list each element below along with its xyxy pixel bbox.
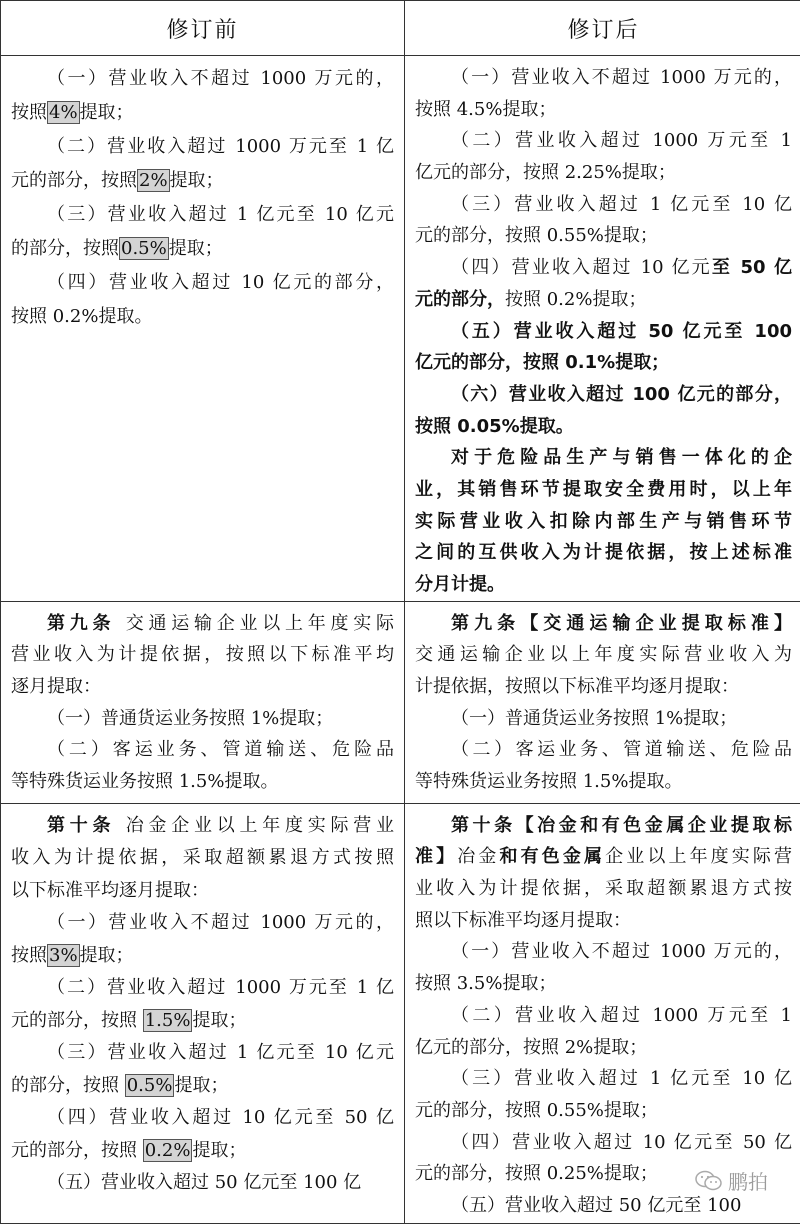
table-row xyxy=(1,601,800,803)
wechat-icon xyxy=(694,1169,724,1193)
text-line xyxy=(11,1005,394,1038)
watermark xyxy=(694,1166,768,1195)
bold-text: （六）营业收入超过 100 亿元的部分， xyxy=(451,384,792,405)
text-segment: 按照 xyxy=(11,945,47,966)
bold-text: 第九条【交通运输企业提取标准】 xyxy=(451,613,792,634)
text-line xyxy=(415,1063,792,1095)
text-line xyxy=(11,1135,394,1168)
text-segment: 元的部分，按照 xyxy=(11,1010,143,1031)
bold-text: 业，其销售环节提取安全费用时，以上年 xyxy=(415,479,792,500)
watermark-text: 鹏拍 xyxy=(728,1166,768,1195)
text-segment: 的部分，按照 xyxy=(11,1075,125,1096)
highlighted-rate: 1.5% xyxy=(143,1009,193,1032)
text-line xyxy=(415,608,792,640)
text-segment: 元的部分，按照 xyxy=(11,1140,143,1161)
text-line xyxy=(415,766,792,798)
text-segment: 提取； xyxy=(169,238,223,259)
text-line xyxy=(11,703,394,735)
text-segment: 亿元的部分，按照 2%提取； xyxy=(415,1037,647,1058)
text-line xyxy=(415,639,792,671)
text-line xyxy=(415,671,792,703)
text-line xyxy=(415,537,792,569)
bold-text: 第九条 xyxy=(47,613,115,634)
text-line xyxy=(11,232,394,266)
text-line xyxy=(415,569,792,601)
text-segment: （三）营业收入超过 1 亿元至 10 亿 xyxy=(451,1068,792,1089)
text-line xyxy=(11,164,394,198)
cell-before xyxy=(1,803,405,1223)
bold-text: 第十条【冶金和有色金属企业提取标 xyxy=(451,815,792,836)
text-segment: 按照 0.2%提取。 xyxy=(11,306,152,327)
text-segment: （二）客运业务、管道输送、危险品 xyxy=(47,739,394,760)
text-segment: 提取； xyxy=(174,1075,228,1096)
text-line xyxy=(11,875,394,908)
bold-text: 之间的互供收入为计提依据，按上述标准 xyxy=(415,542,792,563)
text-segment: （二）营业收入超过 1000 万元至 1 xyxy=(451,130,792,151)
text-segment: （二）营业收入超过 1000 万元至 1 xyxy=(451,1005,792,1026)
text-line xyxy=(415,506,792,538)
bold-text: 按照 0.05%提取。 xyxy=(415,416,574,437)
text-line xyxy=(415,873,792,905)
text-segment: 按照 3.5%提取； xyxy=(415,973,556,994)
cell-after xyxy=(405,56,800,602)
text-segment: 等特殊货运业务按照 1.5%提取。 xyxy=(11,771,278,792)
highlighted-rate: 0.5% xyxy=(119,237,169,260)
text-segment: 按照 4.5%提取； xyxy=(415,99,556,120)
text-line xyxy=(11,734,394,766)
header-before: 修订前 xyxy=(1,1,405,56)
text-segment: 交通运输企业以上年度实际 xyxy=(115,613,394,634)
text-line xyxy=(11,972,394,1005)
bold-text: 元的部分， xyxy=(415,289,505,310)
text-line xyxy=(415,810,792,842)
bold-text: 实际营业收入扣除内部生产与销售环节 xyxy=(415,511,792,532)
table-row xyxy=(1,56,800,602)
text-segment: （三）营业收入超过 1 亿元至 10 亿元 xyxy=(47,1042,394,1063)
bold-text: 至 50 亿 xyxy=(712,257,792,278)
bold-text: 对于危险品生产与销售一体化的企 xyxy=(451,447,792,468)
text-line xyxy=(11,766,394,798)
text-line xyxy=(11,671,394,703)
text-line xyxy=(415,905,792,937)
highlighted-rate: 3% xyxy=(47,944,80,967)
header-after: 修订后 xyxy=(405,1,800,56)
text-line xyxy=(415,94,792,126)
text-segment: （二）营业收入超过 1000 万元至 1 亿 xyxy=(47,977,394,998)
text-segment: 冶金 xyxy=(457,846,499,867)
text-line xyxy=(415,968,792,1000)
text-segment: （三）营业收入超过 1 亿元至 10 亿元 xyxy=(47,204,394,225)
text-line xyxy=(11,62,394,96)
bold-text: 第十条 xyxy=(47,815,115,836)
text-line xyxy=(415,379,792,411)
text-segment: 营业收入为计提依据，按照以下标准平均 xyxy=(11,644,394,665)
text-segment: 的部分，按照 xyxy=(11,238,119,259)
text-segment: 照以下标准平均逐月提取： xyxy=(415,910,631,931)
text-line xyxy=(415,474,792,506)
text-segment: 提取； xyxy=(170,170,224,191)
text-line xyxy=(11,1070,394,1103)
cell-before xyxy=(1,601,405,803)
text-segment: 企业以上年度实际营 xyxy=(605,846,792,867)
text-line xyxy=(11,266,394,300)
header-row xyxy=(1,1,800,56)
cell-before xyxy=(1,56,405,602)
text-line xyxy=(11,907,394,940)
text-segment: 提取； xyxy=(192,1140,246,1161)
highlighted-rate: 0.2% xyxy=(143,1139,193,1162)
text-line xyxy=(11,96,394,130)
table-row xyxy=(1,803,800,1223)
text-line xyxy=(415,189,792,221)
text-segment: 提取； xyxy=(80,945,134,966)
text-line xyxy=(415,1032,792,1064)
text-segment: （一）普通货运业务按照 1%提取； xyxy=(451,708,737,729)
highlighted-rate: 0.5% xyxy=(125,1074,175,1097)
text-line xyxy=(415,220,792,252)
text-line xyxy=(11,300,394,334)
text-line xyxy=(415,1000,792,1032)
text-segment: 元的部分，按照 0.55%提取； xyxy=(415,225,658,246)
text-segment: 收入为计提依据，采取超额累退方式按照 xyxy=(11,847,394,868)
text-line xyxy=(415,734,792,766)
text-line xyxy=(415,125,792,157)
highlighted-rate: 2% xyxy=(137,169,170,192)
text-segment: （二）营业收入超过 1000 万元至 1 亿 xyxy=(47,136,394,157)
bold-text: （五）营业收入超过 50 亿元至 100 xyxy=(451,321,792,342)
bold-text: 亿元的部分，按照 0.1%提取； xyxy=(415,352,669,373)
text-line xyxy=(11,1102,394,1135)
text-segment: （一）普通货运业务按照 1%提取； xyxy=(47,708,333,729)
text-segment: （二）客运业务、管道输送、危险品 xyxy=(451,739,792,760)
text-line xyxy=(415,442,792,474)
text-segment: （一）营业收入不超过 1000 万元的， xyxy=(47,912,394,933)
text-line xyxy=(415,1095,792,1127)
text-segment: （四）营业收入超过 10 亿元至 50 亿 xyxy=(451,1132,792,1153)
text-line xyxy=(11,1167,394,1200)
bold-text: 和有色金属 xyxy=(500,846,606,867)
text-segment: 元的部分，按照 0.55%提取； xyxy=(415,1100,658,1121)
text-segment: 提取； xyxy=(192,1010,246,1031)
text-line xyxy=(11,1037,394,1070)
text-segment: 亿元的部分，按照 2.25%提取； xyxy=(415,162,676,183)
text-segment: 逐月提取： xyxy=(11,676,101,697)
text-segment: 计提依据，按照以下标准平均逐月提取： xyxy=(415,676,739,697)
bold-text: 准】 xyxy=(415,846,457,867)
text-line xyxy=(415,703,792,735)
text-segment: （五）营业收入超过 50 亿元至 100 亿 xyxy=(47,1172,361,1193)
text-segment: 业收入为计提依据，采取超额累退方式按 xyxy=(415,878,792,899)
text-line xyxy=(415,841,792,873)
text-segment: （四）营业收入超过 10 亿元的部分， xyxy=(47,272,394,293)
highlighted-rate: 4% xyxy=(47,101,80,124)
text-segment: 按照 xyxy=(11,102,47,123)
text-line xyxy=(415,1127,792,1159)
text-segment: 冶金企业以上年度实际营业 xyxy=(115,815,394,836)
cell-after xyxy=(405,601,800,803)
text-line xyxy=(11,639,394,671)
bold-text: 分月计提。 xyxy=(415,574,505,595)
text-segment: 提取； xyxy=(80,102,134,123)
text-line xyxy=(11,608,394,640)
text-line xyxy=(415,347,792,379)
cell-after xyxy=(405,803,800,1223)
text-segment: 元的部分，按照 xyxy=(11,170,137,191)
text-segment: （五）营业收入超过 50 亿元至 100 xyxy=(451,1195,741,1216)
text-line xyxy=(415,284,792,316)
text-line xyxy=(415,62,792,94)
text-segment: 等特殊货运业务按照 1.5%提取。 xyxy=(415,771,682,792)
text-line xyxy=(415,411,792,443)
text-segment: 按照 0.2%提取； xyxy=(505,289,646,310)
text-line xyxy=(11,198,394,232)
text-segment: （一）营业收入不超过 1000 万元的， xyxy=(451,941,792,962)
text-line xyxy=(415,252,792,284)
text-segment: 元的部分，按照 0.25%提取； xyxy=(415,1163,658,1184)
text-line xyxy=(11,130,394,164)
text-segment: 以下标准平均逐月提取： xyxy=(11,880,209,901)
text-segment: 交通运输企业以上年度实际营业收入为 xyxy=(415,644,792,665)
text-line xyxy=(415,316,792,348)
text-line xyxy=(11,940,394,973)
text-segment: （一）营业收入不超过 1000 万元的， xyxy=(47,68,394,89)
text-line xyxy=(415,157,792,189)
text-segment: （四）营业收入超过 10 亿元 xyxy=(451,257,712,278)
text-line xyxy=(11,842,394,875)
text-line xyxy=(11,810,394,843)
text-line xyxy=(415,936,792,968)
text-segment: （四）营业收入超过 10 亿元至 50 亿 xyxy=(47,1107,394,1128)
text-segment: （三）营业收入超过 1 亿元至 10 亿 xyxy=(451,194,792,215)
text-segment: （一）营业收入不超过 1000 万元的， xyxy=(451,67,792,88)
